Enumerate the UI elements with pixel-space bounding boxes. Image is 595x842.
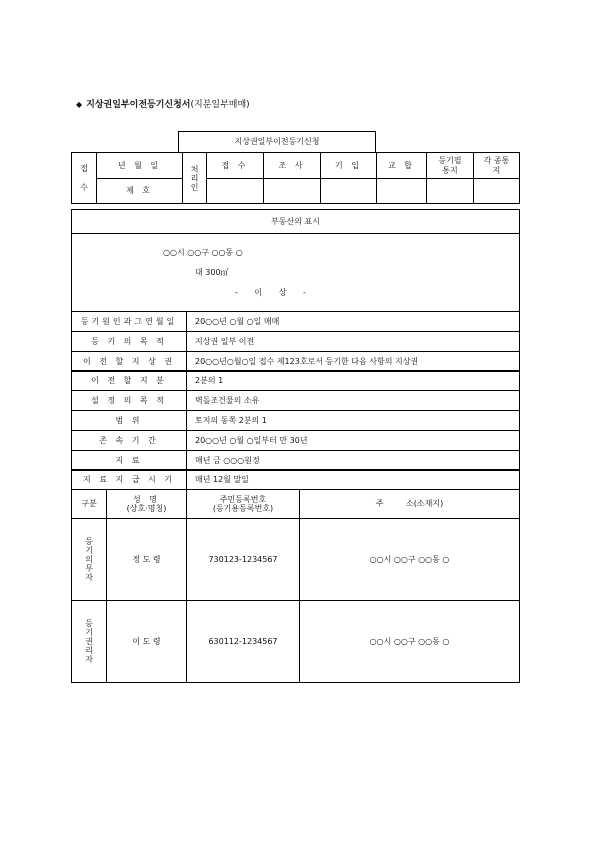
detail-value: 매년 금 ○○○원정	[186, 450, 520, 471]
notice-blank	[426, 178, 474, 204]
receipt-number-cell	[96, 178, 183, 204]
each-notice-cell	[473, 152, 520, 179]
party-address-text: ○○시 ○○구 ○○동 ○	[369, 636, 450, 646]
notice-cell	[426, 152, 474, 179]
detail-label: 등기원인과그연월일	[71, 311, 187, 332]
collate-cell	[376, 152, 427, 179]
entry-cell	[320, 152, 377, 179]
party-role	[71, 600, 107, 683]
detail-label: 지 료	[71, 450, 187, 471]
review-cell	[263, 152, 321, 179]
diamond-icon: ◆	[76, 100, 83, 109]
detail-value: 벽돌조건물의 소유	[186, 390, 520, 411]
receipt-header-text: 지상권일부이전등기신청	[234, 137, 320, 147]
receipt-label-cell	[71, 152, 97, 204]
parties-name-sub: (상호·명칭)	[126, 504, 167, 513]
party-id-text: 630112-1234567	[208, 636, 278, 646]
detail-label: 존 속 기 간	[71, 430, 187, 451]
parties-id-header	[186, 489, 300, 519]
accept-blank	[206, 178, 264, 204]
each-notice-label: 각 종통 지	[483, 156, 510, 175]
property-title-text: 부동산의 표시	[271, 216, 320, 226]
review-blank	[263, 178, 321, 204]
detail-label: 설 정 의 목 적	[71, 390, 187, 411]
party-name	[106, 518, 187, 601]
party-id-text: 730123-1234567	[208, 554, 278, 564]
parties-address-text: 주 소(소재지)	[375, 499, 444, 509]
receipt-label: 접 수	[79, 164, 89, 192]
party-name	[106, 600, 187, 683]
receipt-date: 년 월 일	[117, 160, 162, 170]
party-role-text: 등기의무자	[84, 537, 94, 582]
party-name-text: 이 도 령	[132, 636, 161, 646]
detail-label: 등 기 의 목 적	[71, 331, 187, 352]
accept-cell	[206, 152, 264, 179]
party-role	[71, 518, 107, 601]
party-role-text: 등기권리자	[84, 619, 94, 664]
party-id	[186, 600, 300, 683]
property-area: 대 300㎡	[195, 268, 229, 277]
receipt-header	[178, 131, 376, 153]
accept-label: 접 수	[221, 160, 249, 170]
party-address-text: ○○시 ○○구 ○○동 ○	[369, 554, 450, 564]
parties-kind-text: 구분	[81, 499, 97, 509]
property-address: ○○시 ○○구 ○○동 ○	[163, 248, 243, 257]
each-notice-blank	[473, 178, 520, 204]
collate-blank	[376, 178, 427, 204]
parties-kind-header	[71, 489, 107, 519]
detail-label: 이 전 할 지 상 권	[71, 351, 187, 372]
entry-label: 기 입	[335, 160, 362, 170]
detail-value: 20○○년○월○일 접수 제123호로서 등기한 다음 사항의 지상권	[186, 351, 520, 372]
parties-address-header	[299, 489, 520, 519]
notice-label: 등기필통지	[438, 156, 462, 175]
review-label: 조 사	[278, 160, 306, 170]
receipt-number: 제 호	[126, 186, 153, 196]
document-title	[76, 97, 250, 110]
detail-value: 20○○년 ○월 ○일 매매	[186, 311, 520, 332]
parties-id-text: 주민등록번호	[219, 494, 267, 504]
title-sub: (지분일부매매)	[190, 100, 250, 110]
property-end-mark: - 이 상 -	[235, 288, 306, 297]
party-address	[299, 600, 520, 683]
collate-label: 교 합	[388, 160, 415, 170]
detail-value: 토지의 동쪽 2분의 1	[186, 410, 520, 431]
receipt-date-cell	[96, 152, 183, 179]
entry-blank	[320, 178, 377, 204]
title-main: 지상권일부이전등기신청서	[86, 100, 191, 110]
detail-value: 2분의 1	[186, 370, 520, 391]
detail-label: 이 전 할 지 분	[71, 370, 187, 391]
parties-name-text: 성 명	[133, 494, 160, 504]
party-name-text: 정 도 령	[132, 554, 161, 564]
detail-label: 지 료 지 급 시 기	[71, 469, 187, 490]
property-section-title	[71, 209, 520, 234]
detail-value: 지상권 일부 이전	[186, 331, 520, 352]
property-description	[71, 233, 520, 312]
party-address	[299, 518, 520, 601]
detail-value: 20○○년 ○월 ○일부터 만 30년	[186, 430, 520, 451]
party-id	[186, 518, 300, 601]
process-label-cell	[182, 152, 207, 204]
detail-value: 매년 12월 말일	[186, 469, 520, 490]
process-label: 처리인	[190, 164, 200, 192]
parties-name-header	[106, 489, 187, 519]
detail-label: 범 위	[71, 410, 187, 431]
parties-id-sub: (등기용등록번호)	[212, 504, 274, 513]
